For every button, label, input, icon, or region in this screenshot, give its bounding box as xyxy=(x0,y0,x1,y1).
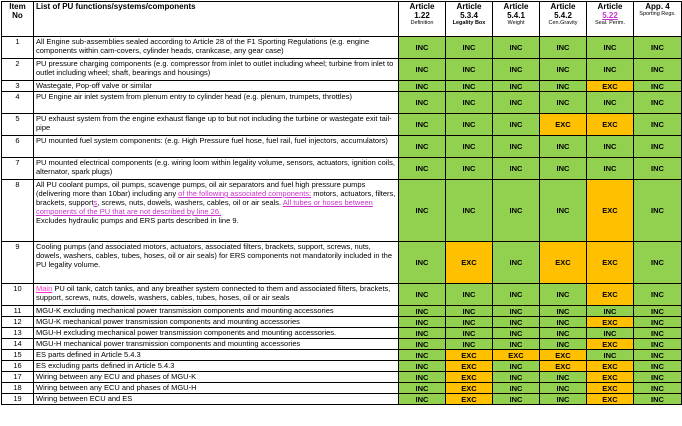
item-number: 12 xyxy=(2,317,34,328)
header-article-5-4-2: Article 5.4.2 Cen.Gravity xyxy=(540,2,587,37)
item-description: All Engine sub-assemblies sealed according to Article 28 of the F1 Sporting Regulations (e.g. engine components within cam-covers, cylinder heads, crankcase, any gear case) xyxy=(34,37,399,59)
status-cell: INC xyxy=(634,92,682,114)
item-description: MGU-H mechanical power transmission components and mounting accessories xyxy=(34,339,399,350)
item-description: PU mounted fuel system components: (e.g. High Pressure fuel hose, fuel rail, fuel injectors, accumulators) xyxy=(34,136,399,158)
status-cell: INC xyxy=(634,284,682,306)
status-cell: INC xyxy=(587,158,634,180)
item-number: 15 xyxy=(2,350,34,361)
table-row xyxy=(2,59,682,81)
status-cell: INC xyxy=(399,328,446,339)
header-app-4: App. 4 Sporting Regs. xyxy=(634,2,682,37)
status-cell: INC xyxy=(634,328,682,339)
item-number: 6 xyxy=(2,136,34,158)
status-cell: INC xyxy=(399,92,446,114)
status-cell: INC xyxy=(399,339,446,350)
status-cell: INC xyxy=(540,284,587,306)
table-row xyxy=(2,328,682,339)
status-cell: INC xyxy=(540,339,587,350)
status-cell: INC xyxy=(540,317,587,328)
table-row xyxy=(2,350,682,361)
status-cell: INC xyxy=(493,372,540,383)
status-cell: INC xyxy=(399,306,446,317)
table-row xyxy=(2,37,682,59)
status-cell: INC xyxy=(587,306,634,317)
item-description: ES excluding parts defined in Article 5.4.3 xyxy=(34,361,399,372)
status-cell: INC xyxy=(587,37,634,59)
status-cell: INC xyxy=(634,81,682,92)
desc-part: , screws, nuts, dowels, washers, cables, oil or air seals. xyxy=(97,198,283,207)
status-cell: INC xyxy=(493,114,540,136)
table-row xyxy=(2,242,682,284)
header-article-5-4-1: Article 5.4.1 Weight xyxy=(493,2,540,37)
table-row xyxy=(2,284,682,306)
status-cell: EXC xyxy=(587,317,634,328)
item-number: 13 xyxy=(2,328,34,339)
status-cell: EXC xyxy=(540,350,587,361)
table-row xyxy=(2,394,682,405)
status-cell: INC xyxy=(399,59,446,81)
status-cell: INC xyxy=(446,328,493,339)
status-cell: EXC xyxy=(587,372,634,383)
status-cell: INC xyxy=(540,59,587,81)
status-cell: INC xyxy=(446,317,493,328)
item-description: Wiring between ECU and ES xyxy=(34,394,399,405)
item-number: 8 xyxy=(2,180,34,242)
desc-highlight: All tubes or hoses between components of the PU that are not described by line 26. xyxy=(36,198,373,216)
status-cell: INC xyxy=(540,383,587,394)
status-cell: INC xyxy=(399,284,446,306)
status-cell: INC xyxy=(540,158,587,180)
status-cell: INC xyxy=(446,339,493,350)
status-cell: INC xyxy=(634,242,682,284)
status-cell: INC xyxy=(493,158,540,180)
status-cell: INC xyxy=(399,180,446,242)
status-cell: EXC xyxy=(446,394,493,405)
header-row xyxy=(2,2,682,37)
status-cell: INC xyxy=(446,59,493,81)
status-cell: EXC xyxy=(587,394,634,405)
status-cell: INC xyxy=(634,383,682,394)
item-description: Wiring between any ECU and phases of MGU-K xyxy=(34,372,399,383)
item-description xyxy=(34,180,399,242)
item-number: 17 xyxy=(2,372,34,383)
status-cell: EXC xyxy=(446,242,493,284)
status-cell: INC xyxy=(634,350,682,361)
item-description: PU exhaust system from the engine exhaust flange up to but not including the turbine or wastegate exit tail-pipe xyxy=(34,114,399,136)
status-cell: EXC xyxy=(446,350,493,361)
status-cell: INC xyxy=(634,339,682,350)
status-cell: INC xyxy=(493,180,540,242)
item-number: 2 xyxy=(2,59,34,81)
table-row xyxy=(2,306,682,317)
item-number: 4 xyxy=(2,92,34,114)
desc-highlight: s xyxy=(93,198,98,207)
item-number: 3 xyxy=(2,81,34,92)
table-row xyxy=(2,372,682,383)
status-cell: INC xyxy=(540,328,587,339)
header-article-1-22: Article 1.22 Definition xyxy=(399,2,446,37)
status-cell: EXC xyxy=(587,383,634,394)
status-cell: INC xyxy=(634,37,682,59)
status-cell: INC xyxy=(634,361,682,372)
status-cell: INC xyxy=(634,180,682,242)
status-cell: INC xyxy=(399,37,446,59)
status-cell: INC xyxy=(446,158,493,180)
item-number: 18 xyxy=(2,383,34,394)
status-cell: EXC xyxy=(587,361,634,372)
status-cell: EXC xyxy=(540,114,587,136)
table-row xyxy=(2,317,682,328)
status-cell: INC xyxy=(446,81,493,92)
status-cell: INC xyxy=(540,37,587,59)
status-cell: INC xyxy=(634,136,682,158)
header-article-5-22: Article 5.22 Seal. Perim. xyxy=(587,2,634,37)
status-cell: EXC xyxy=(587,339,634,350)
item-number: 5 xyxy=(2,114,34,136)
item-number: 19 xyxy=(2,394,34,405)
status-cell: INC xyxy=(493,394,540,405)
status-cell: EXC xyxy=(587,180,634,242)
status-cell: INC xyxy=(493,361,540,372)
status-cell: EXC xyxy=(540,242,587,284)
status-cell: EXC xyxy=(587,81,634,92)
item-description: MGU-H excluding mechanical power transmission components and mounting accessories. xyxy=(34,328,399,339)
status-cell: INC xyxy=(493,37,540,59)
status-cell: INC xyxy=(634,394,682,405)
desc-highlight: Main xyxy=(36,284,53,293)
pu-components-table xyxy=(1,1,682,405)
header-item-no: Item No xyxy=(2,2,34,37)
status-cell: INC xyxy=(399,372,446,383)
status-cell: INC xyxy=(493,306,540,317)
item-number: 10 xyxy=(2,284,34,306)
item-description: MGU-K excluding mechanical power transmission components and mounting accessories xyxy=(34,306,399,317)
status-cell: INC xyxy=(540,81,587,92)
status-cell: INC xyxy=(540,306,587,317)
status-cell: INC xyxy=(540,180,587,242)
status-cell: EXC xyxy=(446,361,493,372)
status-cell: INC xyxy=(493,328,540,339)
status-cell: INC xyxy=(587,350,634,361)
table-row xyxy=(2,92,682,114)
status-cell: INC xyxy=(446,37,493,59)
table-row xyxy=(2,136,682,158)
status-cell: INC xyxy=(587,92,634,114)
table-row xyxy=(2,361,682,372)
status-cell: INC xyxy=(399,361,446,372)
status-cell: INC xyxy=(446,284,493,306)
status-cell: INC xyxy=(493,92,540,114)
status-cell: EXC xyxy=(587,242,634,284)
status-cell: INC xyxy=(493,81,540,92)
table-row xyxy=(2,114,682,136)
item-number: 11 xyxy=(2,306,34,317)
status-cell: INC xyxy=(587,136,634,158)
status-cell: INC xyxy=(540,372,587,383)
table-row xyxy=(2,383,682,394)
item-description: ES parts defined in Article 5.4.3 xyxy=(34,350,399,361)
item-description: PU mounted electrical components (e.g. wiring loom within legality volume, sensors, actuators, ignition coils, alternator, spark plugs) xyxy=(34,158,399,180)
item-number: 16 xyxy=(2,361,34,372)
status-cell: EXC xyxy=(587,114,634,136)
item-description: PU pressure charging components (e.g. compressor from inlet to outlet including wheel; turbine from inlet to outlet including wheel; shaft, bearings and housings) xyxy=(34,59,399,81)
status-cell: INC xyxy=(540,136,587,158)
status-cell: INC xyxy=(493,284,540,306)
status-cell: INC xyxy=(446,180,493,242)
desc-part: motors, actuators, filters, brackets, support xyxy=(36,189,396,207)
item-description: Cooling pumps (and associated motors, actuators, associated filters, brackets, support, screws, nuts, dowels, washers, cables, tubes, hoses, oil or air seals) for ERS components not mandatorily included in the PU legality volume. xyxy=(34,242,399,284)
status-cell: INC xyxy=(399,317,446,328)
item-number: 14 xyxy=(2,339,34,350)
item-number: 9 xyxy=(2,242,34,284)
status-cell: INC xyxy=(399,394,446,405)
status-cell: INC xyxy=(446,136,493,158)
status-cell: INC xyxy=(634,306,682,317)
table-row xyxy=(2,339,682,350)
status-cell: INC xyxy=(634,317,682,328)
status-cell: INC xyxy=(399,158,446,180)
desc-part: All PU coolant pumps, oil pumps, scavenge pumps, oil air separators and fuel high pressure pumps (delivering more than 10bar) including any xyxy=(36,180,366,198)
status-cell: INC xyxy=(493,317,540,328)
table-row xyxy=(2,180,682,242)
header-article-5-3-4: Article 5.3.4 Legality Box xyxy=(446,2,493,37)
status-cell: EXC xyxy=(446,383,493,394)
table-row xyxy=(2,158,682,180)
status-cell: INC xyxy=(399,81,446,92)
status-cell: INC xyxy=(634,59,682,81)
item-description: Wastegate, Pop-off valve or similar xyxy=(34,81,399,92)
item-number: 1 xyxy=(2,37,34,59)
status-cell: INC xyxy=(540,92,587,114)
item-description: PU Engine air inlet system from plenum entry to cylinder head (e.g. plenum, trumpets, throttles) xyxy=(34,92,399,114)
status-cell: INC xyxy=(493,59,540,81)
item-number: 7 xyxy=(2,158,34,180)
status-cell: INC xyxy=(587,59,634,81)
status-cell: INC xyxy=(634,372,682,383)
status-cell: INC xyxy=(493,242,540,284)
status-cell: INC xyxy=(399,383,446,394)
desc-part: Excludes hydraulic pumps and ERS parts described in line 9. xyxy=(36,216,239,225)
status-cell: INC xyxy=(399,350,446,361)
item-description: MGU-K mechanical power transmission components and mounting accessories xyxy=(34,317,399,328)
status-cell: INC xyxy=(493,339,540,350)
status-cell: INC xyxy=(540,394,587,405)
status-cell: INC xyxy=(446,306,493,317)
item-description xyxy=(34,284,399,306)
status-cell: INC xyxy=(587,328,634,339)
table-row xyxy=(2,81,682,92)
status-cell: INC xyxy=(634,158,682,180)
desc-highlight: of the following associated components: xyxy=(178,189,312,198)
status-cell: EXC xyxy=(493,350,540,361)
status-cell: EXC xyxy=(446,372,493,383)
status-cell: INC xyxy=(493,383,540,394)
desc-part: PU oil tank, catch tanks, and any breather system connected to them and associated filters, brackets, support, screws, nuts, dowels, washers, cables, tubes, hoses, oil or air seals xyxy=(36,284,391,302)
item-description: Wiring between any ECU and phases of MGU-H xyxy=(34,383,399,394)
status-cell: INC xyxy=(493,136,540,158)
status-cell: EXC xyxy=(540,361,587,372)
status-cell: INC xyxy=(446,92,493,114)
status-cell: EXC xyxy=(587,284,634,306)
status-cell: INC xyxy=(399,242,446,284)
status-cell: INC xyxy=(446,114,493,136)
status-cell: INC xyxy=(399,136,446,158)
header-list: List of PU functions/systems/components xyxy=(34,2,399,37)
status-cell: INC xyxy=(634,114,682,136)
status-cell: INC xyxy=(399,114,446,136)
